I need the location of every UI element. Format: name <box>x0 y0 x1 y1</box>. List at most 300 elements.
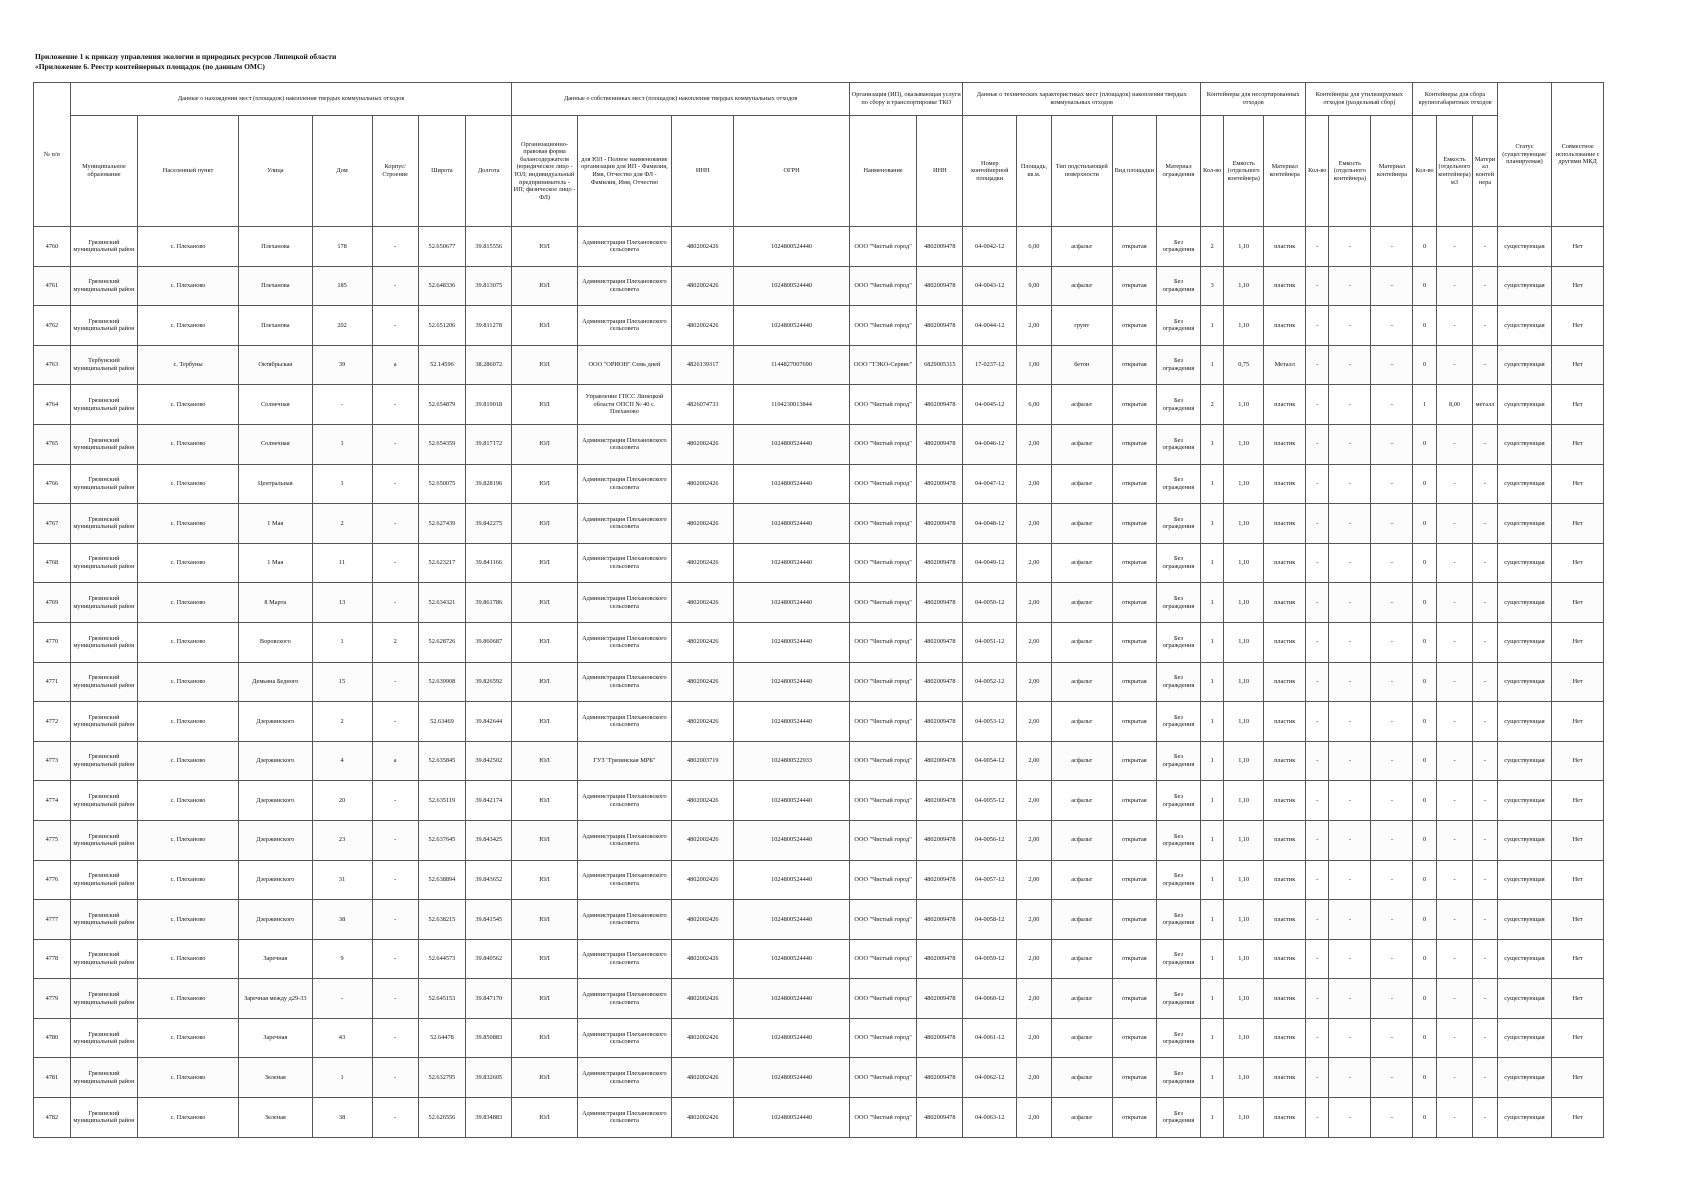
cell-building: - <box>372 1018 418 1058</box>
cell-bulky-qty: 0 <box>1413 900 1436 940</box>
cell-recyclable-qty: - <box>1306 345 1329 385</box>
table-row <box>34 622 1604 662</box>
cell-bulky-qty: 0 <box>1413 583 1436 623</box>
cell-row-number: 4765 <box>34 424 71 464</box>
header-group-owner: Данные о собственниках мест (площадок) накопления твердых коммунальных отходов <box>512 83 850 116</box>
cell-shared-use: Нет <box>1552 702 1604 742</box>
cell-site-type: открытая <box>1112 979 1156 1019</box>
cell-unsorted-qty: 1 <box>1201 583 1224 623</box>
cell-org-name: ООО "Чистый город" <box>849 622 916 662</box>
cell-street: Воровского <box>239 622 313 662</box>
cell-bulky-capacity: - <box>1436 1098 1473 1138</box>
cell-owner-ogrn: 1024800524440 <box>734 227 850 267</box>
cell-municipality: Грязинский муниципальный район <box>70 1058 137 1098</box>
cell-recyclable-capacity: - <box>1329 1018 1371 1058</box>
cell-row-number: 4779 <box>34 979 71 1019</box>
cell-row-number: 4774 <box>34 781 71 821</box>
cell-row-number: 4776 <box>34 860 71 900</box>
cell-status: существующая <box>1497 306 1552 346</box>
cell-longitude: 39.841166 <box>466 543 512 583</box>
cell-bulky-qty: 0 <box>1413 820 1436 860</box>
cell-legal-form: ЮЛ <box>512 227 577 267</box>
cell-owner-name: Администрация Плехановского сельсовета <box>577 702 672 742</box>
cell-fence: Без ограждения <box>1156 306 1200 346</box>
cell-unsorted-material: пластик <box>1264 385 1306 425</box>
cell-latitude: 52.628726 <box>418 622 465 662</box>
cell-longitude: 39.813075 <box>466 266 512 306</box>
cell-building: - <box>372 227 418 267</box>
cell-owner-ogrn: 1024800524440 <box>734 662 850 702</box>
cell-area: 2,00 <box>1017 504 1052 544</box>
cell-org-name: ООО "Чистый город" <box>849 820 916 860</box>
cell-latitude: 52.14596 <box>418 345 465 385</box>
cell-recyclable-qty: - <box>1306 1018 1329 1058</box>
cell-recyclable-capacity: - <box>1329 504 1371 544</box>
table-row <box>34 900 1604 940</box>
header-surface: Тип подстилающей поверхности <box>1051 116 1112 227</box>
cell-recyclable-material: - <box>1371 900 1413 940</box>
cell-settlement: с. Тербуны <box>138 345 239 385</box>
cell-bulky-material: - <box>1473 1098 1497 1138</box>
table-row <box>34 979 1604 1019</box>
cell-row-number: 4771 <box>34 662 71 702</box>
cell-owner-inn: 4802002426 <box>672 662 734 702</box>
cell-row-number: 4777 <box>34 900 71 940</box>
cell-owner-ogrn: 1024800524440 <box>734 622 850 662</box>
cell-site-number: 04-0061-12 <box>963 1018 1017 1058</box>
cell-legal-form: ЮЛ <box>512 464 577 504</box>
cell-unsorted-qty: 1 <box>1201 939 1224 979</box>
cell-site-number: 04-0060-12 <box>963 979 1017 1019</box>
cell-unsorted-qty: 1 <box>1201 504 1224 544</box>
cell-status: существующая <box>1497 227 1552 267</box>
cell-municipality: Грязинский муниципальный район <box>70 504 137 544</box>
cell-legal-form: ЮЛ <box>512 662 577 702</box>
cell-municipality: Грязинский муниципальный район <box>70 979 137 1019</box>
cell-fence: Без ограждения <box>1156 424 1200 464</box>
cell-recyclable-qty: - <box>1306 583 1329 623</box>
cell-recyclable-material: - <box>1371 266 1413 306</box>
cell-surface: асфальт <box>1051 1018 1112 1058</box>
table-row <box>34 781 1604 821</box>
cell-area: 9,00 <box>1017 266 1052 306</box>
cell-longitude: 39.826592 <box>466 662 512 702</box>
cell-settlement: с. Плеханово <box>138 900 239 940</box>
cell-settlement: с. Плеханово <box>138 1098 239 1138</box>
cell-recyclable-capacity: - <box>1329 900 1371 940</box>
cell-site-type: открытая <box>1112 424 1156 464</box>
cell-unsorted-material: пластик <box>1264 900 1306 940</box>
cell-municipality: Грязинский муниципальный район <box>70 306 137 346</box>
cell-municipality: Грязинский муниципальный район <box>70 900 137 940</box>
cell-unsorted-material: пластик <box>1264 504 1306 544</box>
cell-recyclable-capacity: - <box>1329 781 1371 821</box>
cell-latitude: 52.644573 <box>418 939 465 979</box>
cell-recyclable-capacity: - <box>1329 1058 1371 1098</box>
cell-fence: Без ограждения <box>1156 504 1200 544</box>
header-settlement: Населенный пункт <box>138 116 239 227</box>
cell-site-number: 04-0057-12 <box>963 860 1017 900</box>
cell-settlement: с. Плеханово <box>138 939 239 979</box>
cell-fence: Без ограждения <box>1156 900 1200 940</box>
cell-row-number: 4773 <box>34 741 71 781</box>
cell-status: существующая <box>1497 504 1552 544</box>
cell-settlement: с. Плеханово <box>138 227 239 267</box>
cell-bulky-capacity: - <box>1436 900 1473 940</box>
cell-bulky-material: - <box>1473 820 1497 860</box>
cell-bulky-material: - <box>1473 1018 1497 1058</box>
cell-owner-inn: 4802002426 <box>672 622 734 662</box>
cell-legal-form: ЮЛ <box>512 306 577 346</box>
cell-area: 2,00 <box>1017 860 1052 900</box>
cell-owner-name: Администрация Плехановского сельсовета <box>577 979 672 1019</box>
cell-owner-name: Администрация Плехановского сельсовета <box>577 464 672 504</box>
cell-street: Дзержинского <box>239 702 313 742</box>
cell-owner-name: ГУЗ "Грязинская МРБ" <box>577 741 672 781</box>
cell-site-number: 04-0062-12 <box>963 1058 1017 1098</box>
cell-site-type: открытая <box>1112 1018 1156 1058</box>
cell-shared-use: Нет <box>1552 504 1604 544</box>
cell-owner-inn: 4802002426 <box>672 504 734 544</box>
cell-recyclable-material: - <box>1371 820 1413 860</box>
cell-fence: Без ограждения <box>1156 939 1200 979</box>
cell-municipality: Грязинский муниципальный район <box>70 543 137 583</box>
cell-building: - <box>372 424 418 464</box>
cell-unsorted-qty: 1 <box>1201 543 1224 583</box>
cell-site-type: открытая <box>1112 464 1156 504</box>
table-row <box>34 939 1604 979</box>
cell-row-number: 4772 <box>34 702 71 742</box>
cell-fence: Без ограждения <box>1156 227 1200 267</box>
cell-municipality: Грязинский муниципальный район <box>70 622 137 662</box>
cell-bulky-qty: 0 <box>1413 504 1436 544</box>
cell-owner-inn: 4802002426 <box>672 424 734 464</box>
cell-bulky-capacity: - <box>1436 227 1473 267</box>
cell-site-number: 04-0044-12 <box>963 306 1017 346</box>
cell-legal-form: ЮЛ <box>512 939 577 979</box>
cell-settlement: с. Плеханово <box>138 979 239 1019</box>
cell-owner-inn: 4802002426 <box>672 1058 734 1098</box>
cell-site-number: 04-0051-12 <box>963 622 1017 662</box>
cell-longitude: 39.861786 <box>466 583 512 623</box>
cell-municipality: Грязинский муниципальный район <box>70 1018 137 1058</box>
cell-settlement: с. Плеханово <box>138 266 239 306</box>
cell-status: существующая <box>1497 741 1552 781</box>
cell-longitude: 39.842174 <box>466 781 512 821</box>
cell-owner-ogrn: 1024800524440 <box>734 543 850 583</box>
cell-recyclable-qty: - <box>1306 939 1329 979</box>
cell-bulky-capacity: - <box>1436 939 1473 979</box>
cell-bulky-capacity: - <box>1436 741 1473 781</box>
cell-recyclable-material: - <box>1371 1018 1413 1058</box>
cell-house: 4 <box>312 741 372 781</box>
cell-row-number: 4770 <box>34 622 71 662</box>
cell-org-name: ООО "Чистый город" <box>849 662 916 702</box>
cell-unsorted-qty: 1 <box>1201 1058 1224 1098</box>
cell-bulky-qty: 0 <box>1413 1098 1436 1138</box>
cell-unsorted-material: пластик <box>1264 781 1306 821</box>
cell-latitude: 52.639908 <box>418 662 465 702</box>
table-row <box>34 860 1604 900</box>
cell-house: 2 <box>312 504 372 544</box>
table-row <box>34 1098 1604 1138</box>
cell-bulky-material: - <box>1473 543 1497 583</box>
cell-unsorted-capacity: 1,10 <box>1224 939 1264 979</box>
cell-recyclable-qty: - <box>1306 741 1329 781</box>
cell-recyclable-material: - <box>1371 227 1413 267</box>
cell-shared-use: Нет <box>1552 781 1604 821</box>
header-unsorted-material: Материал контейнера <box>1264 116 1306 227</box>
cell-status: существующая <box>1497 1058 1552 1098</box>
cell-unsorted-material: пластик <box>1264 622 1306 662</box>
cell-longitude: 39.819018 <box>466 385 512 425</box>
cell-shared-use: Нет <box>1552 266 1604 306</box>
cell-owner-ogrn: 1024800524440 <box>734 266 850 306</box>
cell-house: 185 <box>312 266 372 306</box>
cell-owner-ogrn: 1024800524440 <box>734 504 850 544</box>
table-row <box>34 504 1604 544</box>
cell-longitude: 39.841545 <box>466 900 512 940</box>
cell-settlement: с. Плеханово <box>138 583 239 623</box>
cell-longitude: 39.840562 <box>466 939 512 979</box>
cell-building: - <box>372 1098 418 1138</box>
cell-org-name: ООО "Чистый город" <box>849 424 916 464</box>
cell-owner-inn: 4802002426 <box>672 583 734 623</box>
cell-recyclable-material: - <box>1371 543 1413 583</box>
cell-unsorted-capacity: 1,10 <box>1224 385 1264 425</box>
cell-recyclable-qty: - <box>1306 860 1329 900</box>
cell-site-type: открытая <box>1112 543 1156 583</box>
header-bulky-capacity: Емкость (отдельного контейнера) м3 <box>1436 116 1473 227</box>
cell-fence: Без ограждения <box>1156 543 1200 583</box>
cell-bulky-qty: 0 <box>1413 306 1436 346</box>
header-group-org: Организация (ИП), оказывающая услуги по сбору и транспортировке ТКО <box>849 83 963 116</box>
cell-org-name: ООО "Чистый город" <box>849 227 916 267</box>
cell-recyclable-qty: - <box>1306 266 1329 306</box>
cell-site-type: открытая <box>1112 781 1156 821</box>
cell-surface: грунт <box>1051 306 1112 346</box>
cell-owner-inn: 4802003719 <box>672 741 734 781</box>
cell-bulky-material: - <box>1473 702 1497 742</box>
cell-owner-ogrn: 1024800524440 <box>734 900 850 940</box>
cell-owner-ogrn: 1104230013844 <box>734 385 850 425</box>
table-row <box>34 662 1604 702</box>
cell-owner-name: Администрация Плехановского сельсовета <box>577 622 672 662</box>
cell-unsorted-capacity: 1,10 <box>1224 662 1264 702</box>
cell-row-number: 4762 <box>34 306 71 346</box>
cell-shared-use: Нет <box>1552 820 1604 860</box>
header-status: Статус (существующая/ планируемая) <box>1497 83 1552 227</box>
cell-bulky-qty: 0 <box>1413 741 1436 781</box>
cell-bulky-material: - <box>1473 662 1497 702</box>
cell-fence: Без ограждения <box>1156 820 1200 860</box>
cell-bulky-material: - <box>1473 741 1497 781</box>
cell-longitude: 39.842644 <box>466 702 512 742</box>
cell-recyclable-capacity: - <box>1329 979 1371 1019</box>
cell-unsorted-qty: 1 <box>1201 1018 1224 1058</box>
cell-house: 23 <box>312 820 372 860</box>
cell-bulky-capacity: - <box>1436 583 1473 623</box>
cell-org-inn: 4802009478 <box>917 504 963 544</box>
cell-bulky-qty: 0 <box>1413 543 1436 583</box>
cell-shared-use: Нет <box>1552 464 1604 504</box>
cell-owner-name: Администрация Плехановского сельсовета <box>577 227 672 267</box>
cell-area: 6,00 <box>1017 227 1052 267</box>
cell-fence: Без ограждения <box>1156 860 1200 900</box>
cell-bulky-material: - <box>1473 939 1497 979</box>
cell-shared-use: Нет <box>1552 979 1604 1019</box>
cell-recyclable-material: - <box>1371 424 1413 464</box>
table-row <box>34 385 1604 425</box>
cell-longitude: 39.847170 <box>466 979 512 1019</box>
header-group-tech: Данные о технических характеристиках мест (площадок) накопления твердых коммунальных отходов <box>963 83 1201 116</box>
cell-org-name: ООО "ТЭКО-Сервис" <box>849 345 916 385</box>
cell-municipality: Грязинский муниципальный район <box>70 741 137 781</box>
cell-street: Демьяна Бедного <box>239 662 313 702</box>
header-group-recyclable: Контейнеры для утилизируемых отходов (раздельный сбор) <box>1306 83 1413 116</box>
cell-site-number: 04-0056-12 <box>963 820 1017 860</box>
cell-settlement: с. Плеханово <box>138 820 239 860</box>
table-row <box>34 345 1604 385</box>
header-group-bulky: Контейнеры для сбора крупногабаритных отходов <box>1413 83 1497 116</box>
cell-site-type: открытая <box>1112 1058 1156 1098</box>
cell-owner-name: Администрация Плехановского сельсовета <box>577 306 672 346</box>
cell-bulky-material: - <box>1473 900 1497 940</box>
cell-org-inn: 4802009478 <box>917 662 963 702</box>
cell-unsorted-material: Металл <box>1264 345 1306 385</box>
cell-surface: асфальт <box>1051 1058 1112 1098</box>
cell-recyclable-capacity: - <box>1329 306 1371 346</box>
cell-unsorted-capacity: 1,10 <box>1224 266 1264 306</box>
cell-house: - <box>312 979 372 1019</box>
cell-owner-name: Администрация Плехановского сельсовета <box>577 583 672 623</box>
cell-unsorted-capacity: 1,10 <box>1224 900 1264 940</box>
cell-site-number: 04-0059-12 <box>963 939 1017 979</box>
cell-building: - <box>372 1058 418 1098</box>
cell-owner-inn: 4802002426 <box>672 939 734 979</box>
cell-org-inn: 4802009478 <box>917 266 963 306</box>
cell-site-number: 04-0049-12 <box>963 543 1017 583</box>
cell-owner-ogrn: 1024800524440 <box>734 424 850 464</box>
cell-org-name: ООО "Чистый город" <box>849 543 916 583</box>
cell-bulky-qty: 0 <box>1413 939 1436 979</box>
cell-owner-ogrn: 1024800524440 <box>734 939 850 979</box>
cell-municipality: Грязинский муниципальный район <box>70 781 137 821</box>
cell-recyclable-qty: - <box>1306 385 1329 425</box>
cell-area: 2,00 <box>1017 583 1052 623</box>
cell-latitude: 52.635119 <box>418 781 465 821</box>
cell-municipality: Грязинский муниципальный район <box>70 266 137 306</box>
table-row <box>34 820 1604 860</box>
cell-org-inn: 4802009478 <box>917 900 963 940</box>
cell-recyclable-material: - <box>1371 1058 1413 1098</box>
cell-building: - <box>372 979 418 1019</box>
cell-area: 2,00 <box>1017 306 1052 346</box>
cell-recyclable-capacity: - <box>1329 543 1371 583</box>
cell-surface: асфальт <box>1051 979 1112 1019</box>
cell-street: Зеленая <box>239 1098 313 1138</box>
cell-building: - <box>372 543 418 583</box>
cell-latitude: 52.632795 <box>418 1058 465 1098</box>
cell-building: - <box>372 662 418 702</box>
cell-shared-use: Нет <box>1552 543 1604 583</box>
cell-site-type: открытая <box>1112 1098 1156 1138</box>
cell-bulky-qty: 0 <box>1413 1058 1436 1098</box>
cell-bulky-qty: 0 <box>1413 266 1436 306</box>
cell-owner-name: Администрация Плехановского сельсовета <box>577 266 672 306</box>
cell-settlement: с. Плеханово <box>138 385 239 425</box>
cell-fence: Без ограждения <box>1156 1058 1200 1098</box>
cell-street: Октябрьская <box>239 345 313 385</box>
cell-building: а <box>372 345 418 385</box>
cell-bulky-material: - <box>1473 504 1497 544</box>
cell-recyclable-qty: - <box>1306 662 1329 702</box>
cell-street: Дзержинского <box>239 781 313 821</box>
cell-house: 43 <box>312 1018 372 1058</box>
cell-owner-inn: 4802002426 <box>672 1098 734 1138</box>
cell-recyclable-qty: - <box>1306 543 1329 583</box>
cell-org-name: ООО "Чистый город" <box>849 266 916 306</box>
header-recyclable-material: Материал контейнера <box>1371 116 1413 227</box>
cell-unsorted-capacity: 1,10 <box>1224 424 1264 464</box>
cell-surface: асфальт <box>1051 1098 1112 1138</box>
cell-bulky-material: - <box>1473 424 1497 464</box>
header-owner-inn: ИНН <box>672 116 734 227</box>
cell-fence: Без ограждения <box>1156 781 1200 821</box>
cell-owner-inn: 4802002426 <box>672 1018 734 1058</box>
cell-bulky-qty: 0 <box>1413 1018 1436 1058</box>
cell-longitude: 39.828196 <box>466 464 512 504</box>
cell-row-number: 4775 <box>34 820 71 860</box>
cell-status: существующая <box>1497 900 1552 940</box>
document-caption <box>35 52 336 72</box>
cell-org-inn: 4802009478 <box>917 860 963 900</box>
cell-municipality: Грязинский муниципальный район <box>70 860 137 900</box>
cell-unsorted-qty: 1 <box>1201 345 1224 385</box>
header-bulky-material: Материал контейнера <box>1473 116 1497 227</box>
cell-bulky-material: - <box>1473 979 1497 1019</box>
cell-longitude: 39.860687 <box>466 622 512 662</box>
cell-unsorted-qty: 1 <box>1201 741 1224 781</box>
cell-street: 8 Марта <box>239 583 313 623</box>
container-sites-registry-table <box>33 82 1604 1138</box>
cell-recyclable-material: - <box>1371 385 1413 425</box>
cell-site-type: открытая <box>1112 900 1156 940</box>
cell-settlement: с. Плеханово <box>138 781 239 821</box>
cell-shared-use: Нет <box>1552 860 1604 900</box>
cell-recyclable-capacity: - <box>1329 741 1371 781</box>
cell-owner-name: Администрация Плехановского сельсовета <box>577 860 672 900</box>
cell-org-inn: 4802009478 <box>917 1098 963 1138</box>
cell-site-type: открытая <box>1112 583 1156 623</box>
cell-owner-ogrn: 1024800524440 <box>734 464 850 504</box>
cell-surface: асфальт <box>1051 424 1112 464</box>
cell-owner-inn: 4802002426 <box>672 702 734 742</box>
cell-bulky-material: - <box>1473 860 1497 900</box>
cell-unsorted-capacity: 1,10 <box>1224 1058 1264 1098</box>
cell-unsorted-capacity: 1,10 <box>1224 464 1264 504</box>
cell-settlement: с. Плеханово <box>138 464 239 504</box>
header-site-type: Вид площадки <box>1112 116 1156 227</box>
cell-shared-use: Нет <box>1552 939 1604 979</box>
cell-owner-ogrn: 1024800524440 <box>734 583 850 623</box>
cell-org-name: ООО "Чистый город" <box>849 504 916 544</box>
cell-fence: Без ограждения <box>1156 741 1200 781</box>
cell-fence: Без ограждения <box>1156 464 1200 504</box>
cell-recyclable-material: - <box>1371 306 1413 346</box>
cell-house: 1 <box>312 464 372 504</box>
cell-street: Дзержинского <box>239 900 313 940</box>
